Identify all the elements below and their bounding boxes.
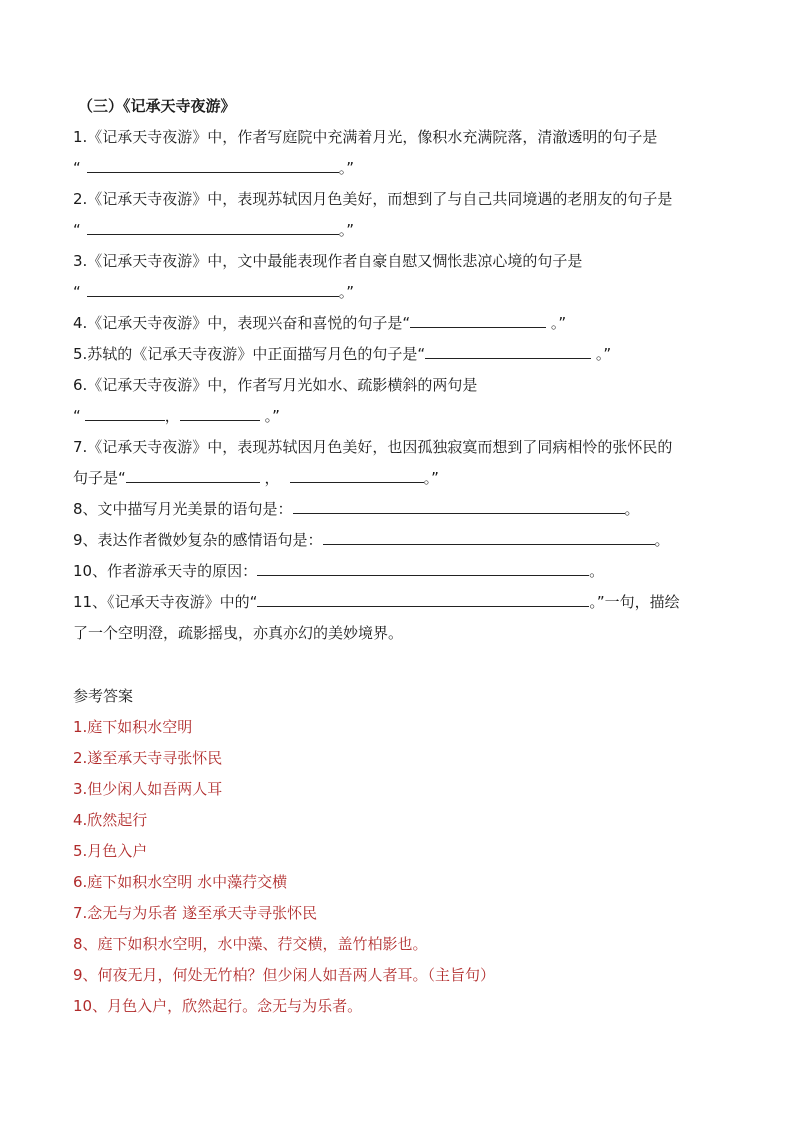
- answer-item: 2.遂至承天寺寻张怀民: [73, 749, 223, 767]
- question-7: 7.《记承天寺夜游》中，表现苏轼因月色美好，也因孤独寂寞而想到了同病相怜的张怀民的: [73, 438, 673, 456]
- question-9-text: 9、表达作者微妙复杂的感情语句是：: [73, 531, 323, 549]
- answer-item: 5.月色入户: [73, 842, 148, 860]
- answer-blank[interactable]: [293, 499, 625, 514]
- answer-blank[interactable]: [410, 313, 546, 328]
- answer-item: 10、月色入户，欣然起行。念无与为乐者。: [73, 997, 363, 1015]
- question-4: [73, 313, 566, 333]
- close-mark: 。: [624, 500, 640, 518]
- answer-blank[interactable]: [87, 282, 339, 297]
- section-title: （三）《记承天寺夜游》: [78, 97, 236, 115]
- question-11-tail: 。”一句，描绘: [589, 593, 680, 611]
- answer-blank-2[interactable]: [180, 406, 260, 421]
- question-2: 2.《记承天寺夜游》中，表现苏轼因月色美好，而想到了与自己共同境遇的老朋友的句子是: [73, 190, 673, 208]
- answer-blank[interactable]: [425, 344, 591, 359]
- question-8: [73, 499, 640, 519]
- question-3-answer-line: [73, 282, 354, 302]
- answer-item: 3.但少闲人如吾两人耳: [73, 780, 223, 798]
- answer-blank-1[interactable]: [85, 406, 165, 421]
- close-quote: 。”: [423, 469, 439, 487]
- close-quote: 。”: [546, 314, 567, 332]
- close-quote: 。”: [338, 283, 355, 301]
- answer-blank[interactable]: [257, 561, 589, 576]
- close-mark: 。: [589, 562, 605, 580]
- answer-blank[interactable]: [87, 220, 339, 235]
- answer-item: 8、庭下如积水空明，水中藻、荇交横，盖竹柏影也。: [73, 935, 428, 953]
- close-quote: 。”: [338, 221, 355, 239]
- question-8-text: 8、文中描写月光美景的语句是：: [73, 500, 293, 518]
- answer-blank-2[interactable]: [290, 468, 424, 483]
- close-quote: 。”: [591, 345, 612, 363]
- comma: ，: [164, 407, 180, 425]
- open-quote: “: [73, 283, 81, 301]
- question-10-text: 10、作者游承天寺的原因：: [73, 562, 258, 580]
- question-1: 1.《记承天寺夜游》中，作者写庭院中充满着月光，像积水充满院落，清澈透明的句子是: [73, 128, 658, 146]
- question-1-answer-line: [73, 158, 354, 178]
- answer-item: 7.念无与为乐者 遂至承天寺寻张怀民: [73, 904, 318, 922]
- question-10: [73, 561, 604, 581]
- question-6-answer-line: [73, 406, 280, 426]
- answer-item: 4.欣然起行: [73, 811, 148, 829]
- question-3: 3.《记承天寺夜游》中，文中最能表现作者自豪自慰又惆怅悲凉心境的句子是: [73, 252, 583, 270]
- question-5-text: 5.苏轼的《记承天寺夜游》中正面描写月色的句子是“: [73, 345, 426, 363]
- answer-item: 9、何夜无月，何处无竹柏？但少闲人如吾两人者耳。（主旨句）: [73, 966, 496, 984]
- answer-item: 6.庭下如积水空明 水中藻荇交横: [73, 873, 288, 891]
- question-4-text: 4.《记承天寺夜游》中，表现兴奋和喜悦的句子是“: [73, 314, 411, 332]
- question-11-line-2: 了一个空明澄，疏影摇曳，亦真亦幻的美妙境界。: [73, 624, 404, 642]
- comma: ，: [259, 469, 280, 487]
- question-2-answer-line: [73, 220, 354, 240]
- close-quote: 。”: [259, 407, 280, 425]
- answers-title: 参考答案: [73, 687, 134, 705]
- question-9: [73, 530, 670, 550]
- answer-blank[interactable]: [87, 158, 339, 173]
- question-6: 6.《记承天寺夜游》中，作者写月光如水、疏影横斜的两句是: [73, 376, 478, 394]
- question-5: [73, 344, 611, 364]
- answer-blank-1[interactable]: [126, 468, 260, 483]
- open-quote: “: [73, 407, 81, 425]
- question-7-answer-line: [73, 468, 439, 488]
- answer-item: 1.庭下如积水空明: [73, 718, 193, 736]
- open-quote: “: [73, 159, 81, 177]
- open-quote: “: [73, 221, 81, 239]
- answer-blank[interactable]: [257, 592, 589, 607]
- question-11-text: 11、《记承天寺夜游》中的“: [73, 593, 258, 611]
- question-7-prefix: 句子是“: [73, 469, 126, 487]
- close-mark: 。: [654, 531, 670, 549]
- close-quote: 。”: [338, 159, 355, 177]
- answer-blank[interactable]: [323, 530, 655, 545]
- question-11: [73, 592, 680, 612]
